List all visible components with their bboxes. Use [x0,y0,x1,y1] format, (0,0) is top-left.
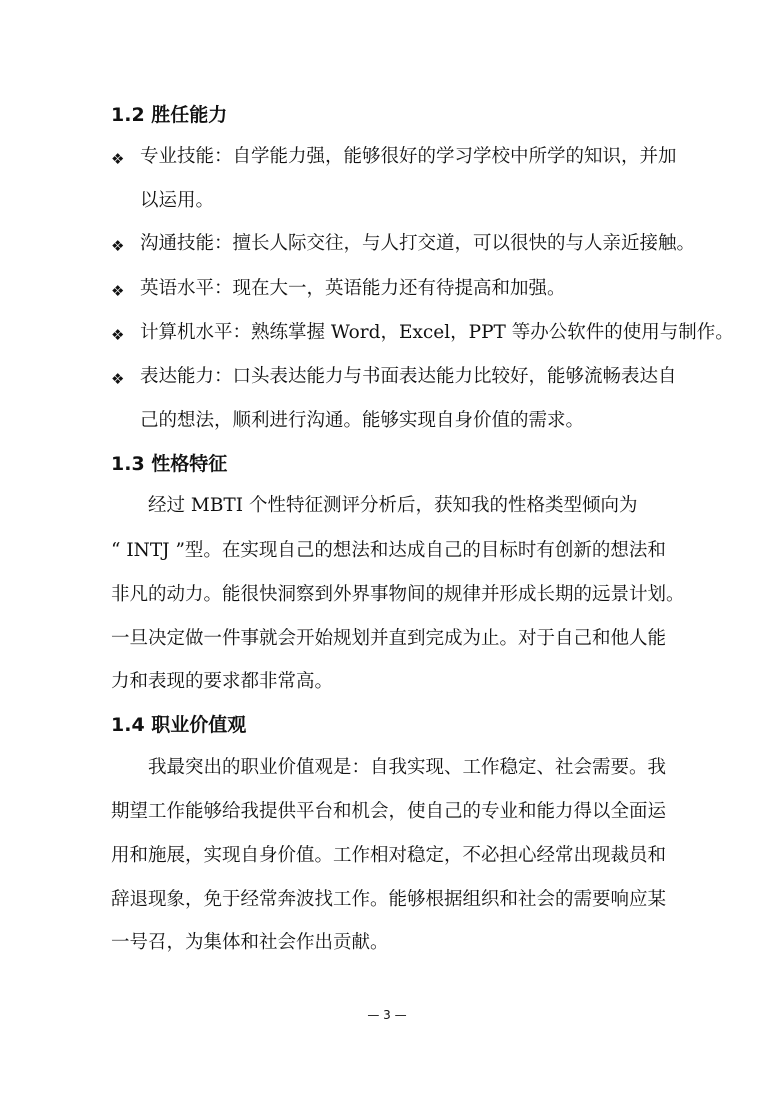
paragraph-line: 我最突出的职业价值观是：自我实现、工作稳定、社会需要。我 [148,757,667,778]
paragraph-line: 经过 MBTI 个性特征测评分析后，获知我的性格类型倾向为 [148,495,638,516]
bullet-line: 表达能力：口头表达能力与书面表达能力比较好，能够流畅表达自 [140,366,677,387]
section-heading-1-3: 1.3 性格特征 [111,453,228,475]
paragraph-line: 一号召，为集体和社会作出贡献。 [111,932,389,953]
paragraph-line: 力和表现的要求都非常高。 [111,671,334,692]
bullet-diamond-icon: ❖ [111,326,125,344]
bullet-line: 计算机水平：熟练掌握 Word，Excel，PPT 等办公软件的使用与制作。 [140,322,734,343]
paragraph-line: 期望工作能够给我提供平台和机会，使自己的专业和能力得以全面运 [111,801,667,822]
paragraph-line: 辞退现象，免于经常奔波找工作。能够根据组织和社会的需要响应某 [111,889,667,910]
bullet-diamond-icon: ❖ [111,237,125,255]
bullet-diamond-icon: ❖ [111,282,125,300]
bullet-diamond-icon: ❖ [111,370,125,388]
bullet-line: 己的想法，顺利进行沟通。能够实现自身价值的需求。 [140,410,585,431]
section-heading-1-2: 1.2 胜任能力 [111,104,228,126]
section-heading-1-4: 1.4 职业价值观 [111,714,247,736]
bullet-line: 英语水平：现在大一，英语能力还有待提高和加强。 [140,278,566,299]
page-number: — 3 — [367,1008,407,1022]
bullet-line: 沟通技能：擅长人际交往，与人打交道，可以很快的与人亲近接触。 [140,233,696,254]
paragraph-line: 用和施展，实现自身价值。工作相对稳定，不必担心经常出现裁员和 [111,845,667,866]
bullet-diamond-icon: ❖ [111,150,125,168]
bullet-line: 专业技能：自学能力强，能够很好的学习学校中所学的知识，并加 [140,146,677,167]
bullet-line: 以运用。 [140,190,215,211]
paragraph-line: 非凡的动力。能很快洞察到外界事物间的规律并形成长期的远景计划。 [111,584,685,605]
paragraph-line: 一旦决定做一件事就会开始规划并直到完成为止。对于自己和他人能 [111,628,667,649]
paragraph-line: “ INTJ ”型。在实现自己的想法和达成自己的目标时有创新的想法和 [111,540,666,561]
